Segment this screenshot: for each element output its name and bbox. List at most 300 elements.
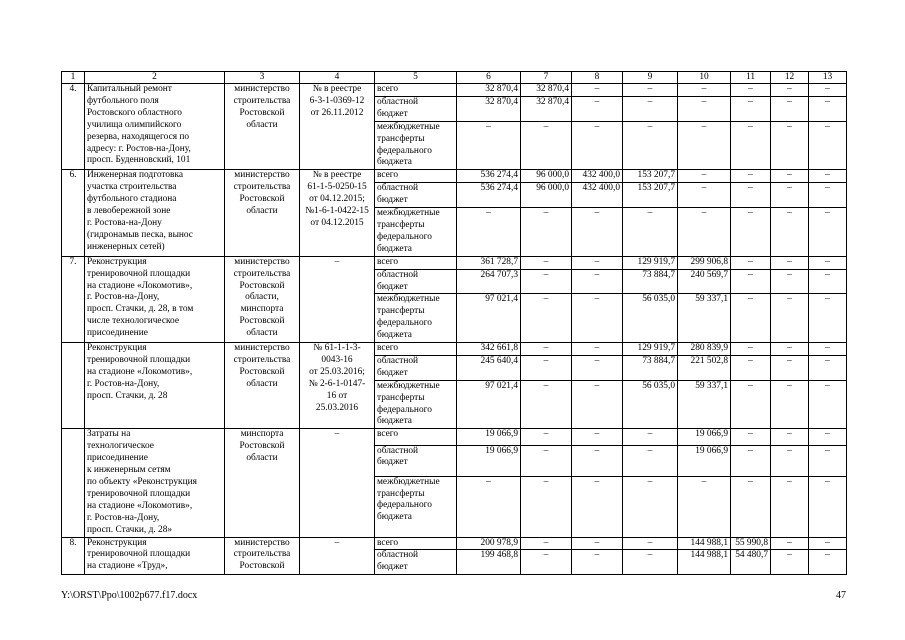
amount-cell: – (731, 170, 771, 183)
amount-cell: – (623, 84, 678, 97)
object-name (85, 170, 225, 256)
amount-cell: – (771, 537, 809, 550)
amount-cell: – (678, 84, 731, 97)
amount-cell: 97 021,4 (457, 380, 521, 429)
text-line: межбюджетные (377, 208, 440, 219)
item-number (62, 343, 85, 429)
amount-cell: – (809, 343, 847, 356)
amount-cell: – (731, 96, 771, 121)
amount-cell: – (771, 84, 809, 97)
amount-cell: 299 906,8 (678, 256, 731, 269)
text-line: Реконструкция (87, 256, 147, 267)
text-line: области (246, 378, 278, 389)
text-line: резерва, находящегося по (87, 131, 190, 142)
text-line: – (334, 256, 340, 267)
column-number: 8 (572, 72, 623, 84)
column-number: 3 (225, 72, 300, 84)
amount-cell: – (572, 355, 623, 380)
text-line: областной (377, 445, 419, 456)
amount-cell: – (678, 121, 731, 170)
page-number: 47 (836, 590, 846, 601)
amount-cell: – (572, 343, 623, 356)
amount-cell: – (771, 355, 809, 380)
amount-cell: – (771, 380, 809, 429)
amount-cell: – (572, 121, 623, 170)
amount-cell: – (809, 256, 847, 269)
column-number: 6 (457, 72, 521, 84)
amount-cell: 32 870,4 (457, 84, 521, 97)
object-name (85, 343, 225, 429)
text-line: тренировочной площадки (87, 549, 191, 560)
item-number: 6. (62, 170, 85, 256)
funding-source (375, 445, 457, 476)
text-line: на стадионе «Локомотив», (87, 280, 193, 291)
funding-source (375, 550, 457, 575)
amount-cell: – (731, 84, 771, 97)
amount-cell: – (623, 121, 678, 170)
funding-source (375, 380, 457, 429)
amount-cell: – (731, 343, 771, 356)
text-line: области (246, 328, 278, 339)
text-line: бюджета (377, 512, 412, 523)
text-line: тренировочной площадки (87, 354, 191, 365)
amount-cell: – (731, 380, 771, 429)
text-line: области (246, 453, 278, 464)
amount-cell: 19 066,9 (457, 445, 521, 476)
amount-cell: – (572, 256, 623, 269)
text-line: присоединение (87, 328, 148, 339)
amount-cell: 144 988,1 (678, 550, 731, 575)
amount-cell: – (623, 208, 678, 257)
text-line: футбольного поля (87, 95, 159, 106)
text-line: от 04.12.2015; (309, 194, 365, 205)
executor (225, 256, 300, 342)
amount-cell: 536 274,4 (457, 170, 521, 183)
text-line: минспорта (240, 304, 284, 315)
text-line: на стадионе «Локомотив», (87, 500, 193, 511)
text-line: Реконструкция (87, 343, 147, 354)
amount-cell: – (731, 429, 771, 445)
amount-cell: – (731, 269, 771, 294)
funding-source (375, 256, 457, 269)
table-row (62, 343, 847, 356)
funding-source (375, 476, 457, 537)
text-line: строительства (233, 182, 291, 193)
amount-cell: 245 640,4 (457, 355, 521, 380)
funding-source (375, 355, 457, 380)
amount-cell: – (521, 445, 572, 476)
text-line: Реконструкция (87, 537, 147, 548)
amount-cell: – (809, 183, 847, 208)
column-number: 11 (731, 72, 771, 84)
amount-cell: 342 661,8 (457, 343, 521, 356)
amount-cell: – (521, 343, 572, 356)
amount-cell: 96 000,0 (521, 170, 572, 183)
registry-number (300, 256, 375, 342)
funding-source (375, 170, 457, 183)
amount-cell: – (572, 269, 623, 294)
column-number: 1 (62, 72, 85, 84)
amount-cell: 153 207,7 (623, 183, 678, 208)
amount-cell: – (678, 170, 731, 183)
amount-cell: – (521, 208, 572, 257)
amount-cell: – (572, 294, 623, 343)
text-line: трансферты (377, 392, 425, 403)
registry-number (300, 429, 375, 537)
amount-cell: 19 066,9 (678, 429, 731, 445)
column-number: 2 (85, 72, 225, 84)
text-line: тренировочной площадки (87, 268, 191, 279)
amount-cell: – (521, 294, 572, 343)
amount-cell: – (731, 476, 771, 537)
text-line: строительства (233, 354, 291, 365)
text-line: министерство (234, 84, 290, 94)
amount-cell: 221 502,8 (678, 355, 731, 380)
amount-cell: – (771, 269, 809, 294)
text-line: бюджет (377, 281, 408, 292)
item-number: 8. (62, 537, 85, 575)
amount-cell: 361 728,7 (457, 256, 521, 269)
object-name (85, 537, 225, 575)
funding-source (375, 183, 457, 208)
registry-number (300, 170, 375, 256)
amount-cell: – (572, 84, 623, 97)
amount-cell: – (521, 429, 572, 445)
text-line: строительства (233, 549, 291, 560)
table-row (62, 537, 847, 550)
amount-cell: 280 839,9 (678, 343, 731, 356)
column-number: 9 (623, 72, 678, 84)
amount-cell: – (809, 294, 847, 343)
text-line: Ростовской (239, 280, 285, 291)
item-number (62, 429, 85, 537)
text-line: областной (377, 550, 419, 561)
text-line: просп. Стачки, д. 28» (87, 524, 173, 535)
text-line: технологическое (87, 441, 154, 452)
funding-source (375, 208, 457, 257)
text-line: строительства (233, 268, 291, 279)
text-line: Ростовской (239, 316, 285, 327)
amount-cell: 32 870,4 (521, 84, 572, 97)
column-number: 12 (771, 72, 809, 84)
amount-cell: 129 919,7 (623, 256, 678, 269)
text-line: футбольного стадиона (87, 194, 177, 205)
amount-cell: – (771, 476, 809, 537)
amount-cell: – (572, 96, 623, 121)
amount-cell: – (572, 476, 623, 537)
text-line: адресу: г. Ростов-на-Дону, (87, 143, 191, 154)
text-line: числе технологическое (87, 316, 180, 327)
text-line: на стадионе «Локомотив», (87, 366, 193, 377)
amount-cell: – (572, 550, 623, 575)
text-line: Затраты на (87, 429, 131, 440)
amount-cell: – (809, 355, 847, 380)
amount-cell: – (809, 476, 847, 537)
text-line: г. Ростов-на-Дону, (87, 292, 160, 303)
amount-cell: – (771, 96, 809, 121)
amount-cell: – (731, 121, 771, 170)
amount-cell: – (521, 269, 572, 294)
amount-cell: – (521, 355, 572, 380)
item-number: 7. (62, 256, 85, 342)
registry-number (300, 343, 375, 429)
text-line: присоединение (87, 453, 148, 464)
text-line: всего (377, 537, 399, 548)
amount-cell: – (623, 96, 678, 121)
text-line: Инженерная подготовка (87, 170, 184, 181)
funding-source (375, 343, 457, 356)
text-line: бюджет (377, 108, 408, 119)
amount-cell: 59 337,1 (678, 294, 731, 343)
text-line: областной (377, 183, 419, 194)
object-name (85, 84, 225, 170)
text-line: от 25.03.2016; (309, 366, 365, 377)
amount-cell: – (457, 476, 521, 537)
amount-cell: – (678, 96, 731, 121)
text-line: Капитальный ремонт (87, 84, 172, 94)
funding-source (375, 269, 457, 294)
text-line: № 2-6-1-0147- (308, 378, 366, 389)
text-line: участка строительства (87, 182, 177, 193)
amount-cell: 432 400,0 (572, 170, 623, 183)
text-line: области, (245, 292, 279, 303)
amount-cell: – (572, 445, 623, 476)
amount-cell: – (572, 380, 623, 429)
amount-cell: 32 870,4 (521, 96, 572, 121)
funding-source (375, 96, 457, 121)
text-line: бюджет (377, 367, 408, 378)
funding-source (375, 294, 457, 343)
amount-cell: – (678, 183, 731, 208)
amount-cell: – (809, 84, 847, 97)
object-name (85, 256, 225, 342)
amount-cell: – (623, 550, 678, 575)
amount-cell: – (572, 208, 623, 257)
amount-cell: – (771, 170, 809, 183)
text-line: Ростовской (239, 366, 285, 377)
amount-cell: – (731, 294, 771, 343)
executor (225, 429, 300, 537)
table-row (62, 170, 847, 183)
text-line: трансферты (377, 219, 425, 230)
text-line: бюджет (377, 457, 408, 468)
amount-cell: 200 978,9 (457, 537, 521, 550)
amount-cell: 55 990,8 (731, 537, 771, 550)
text-line: просп. Буденновский, 101 (87, 155, 191, 166)
text-line: федерального (377, 318, 432, 329)
amount-cell: – (678, 208, 731, 257)
text-line: бюджета (377, 157, 412, 168)
amount-cell: 264 707,3 (457, 269, 521, 294)
amount-cell: – (521, 537, 572, 550)
amount-cell: 73 884,7 (623, 269, 678, 294)
amount-cell: – (623, 445, 678, 476)
amount-cell: – (809, 550, 847, 575)
text-line: межбюджетные (377, 476, 440, 487)
amount-cell: – (521, 256, 572, 269)
text-line: трансферты (377, 133, 425, 144)
amount-cell: – (731, 445, 771, 476)
text-line: – (334, 429, 340, 440)
text-line: в левобережной зоне (87, 206, 171, 217)
text-line: на стадионе «Труд», (87, 561, 168, 572)
text-line: от 04.12.2015 (310, 217, 364, 228)
text-line: 6-3-1-0369-12 (309, 95, 365, 106)
amount-cell: 54 480,7 (731, 550, 771, 575)
text-line: №1-6-1-0422-15 (305, 206, 369, 217)
amount-cell: – (731, 208, 771, 257)
amount-cell: 199 468,8 (457, 550, 521, 575)
amount-cell: 56 035,0 (623, 294, 678, 343)
amount-cell: – (771, 121, 809, 170)
amount-cell: – (809, 170, 847, 183)
text-line: всего (377, 343, 399, 354)
text-line: г. Ростов-на-Дону, (87, 378, 160, 389)
amount-cell: – (809, 208, 847, 257)
text-line: всего (377, 256, 399, 267)
object-name (85, 429, 225, 537)
text-line: федерального (377, 231, 432, 242)
text-line: всего (377, 84, 399, 94)
text-line: Ростовской (239, 561, 285, 572)
text-line: области (246, 119, 278, 130)
registry-number (300, 84, 375, 170)
text-line: Ростовской (239, 194, 285, 205)
amount-cell: – (809, 429, 847, 445)
amount-cell: – (731, 183, 771, 208)
amount-cell: – (771, 208, 809, 257)
amount-cell: – (771, 343, 809, 356)
amount-cell: – (809, 96, 847, 121)
amount-cell: – (457, 208, 521, 257)
text-line: Ростовской (239, 107, 285, 118)
column-number: 5 (375, 72, 457, 84)
text-line: № в реестре (312, 170, 362, 181)
amount-cell: – (809, 269, 847, 294)
text-line: 61-1-5-0250-15 (307, 182, 367, 193)
text-line: по объекту «Реконструкция (87, 477, 197, 487)
registry-number (300, 537, 375, 575)
executor (225, 537, 300, 575)
amount-cell: 32 870,4 (457, 96, 521, 121)
amount-cell: – (771, 256, 809, 269)
amount-cell: – (678, 476, 731, 537)
text-line: 16 от (326, 390, 348, 401)
amount-cell: 129 919,7 (623, 343, 678, 356)
amount-cell: – (521, 121, 572, 170)
text-line: Ростовской (239, 441, 285, 452)
text-line: областной (377, 96, 419, 107)
amount-cell: 97 021,4 (457, 294, 521, 343)
amount-cell: – (771, 445, 809, 476)
text-line: министерство (234, 170, 290, 181)
text-line: бюджета (377, 330, 412, 341)
amount-cell: 56 035,0 (623, 380, 678, 429)
amount-cell: 73 884,7 (623, 355, 678, 380)
text-line: бюджет (377, 195, 408, 206)
amount-cell: – (623, 429, 678, 445)
amount-cell: – (771, 183, 809, 208)
amount-cell: – (771, 550, 809, 575)
amount-cell: 19 066,9 (457, 429, 521, 445)
text-line: инженерных сетей) (87, 241, 165, 252)
amount-cell: 240 569,7 (678, 269, 731, 294)
text-line: – (334, 537, 340, 548)
amount-cell: – (521, 550, 572, 575)
item-number: 4. (62, 84, 85, 170)
text-line: министерство (234, 343, 290, 354)
text-line: всего (377, 429, 399, 440)
text-line: федерального (377, 500, 432, 511)
amount-cell: 59 337,1 (678, 380, 731, 429)
amount-cell: 96 000,0 (521, 183, 572, 208)
text-line: трансферты (377, 306, 425, 317)
amount-cell: – (771, 429, 809, 445)
column-number: 13 (809, 72, 847, 84)
text-line: 0043-16 (321, 354, 353, 365)
text-line: минспорта (240, 429, 284, 440)
amount-cell: – (521, 476, 572, 537)
budget-table (61, 71, 847, 575)
column-number: 4 (300, 72, 375, 84)
text-line: № 61-1-1-3- (313, 343, 361, 354)
funding-source (375, 537, 457, 550)
text-line: всего (377, 170, 399, 181)
funding-source (375, 84, 457, 97)
text-line: межбюджетные (377, 121, 440, 132)
text-line: бюджет (377, 562, 408, 573)
amount-cell: – (521, 380, 572, 429)
amount-cell: – (809, 380, 847, 429)
text-line: бюджета (377, 416, 412, 427)
text-line: межбюджетные (377, 294, 440, 305)
amount-cell: 144 988,1 (678, 537, 731, 550)
text-line: просп. Стачки, д. 28, в том (87, 304, 194, 315)
text-line: областной (377, 269, 419, 280)
text-line: области (246, 206, 278, 217)
text-line: бюджета (377, 243, 412, 254)
text-line: Ростовского областного (87, 107, 182, 118)
amount-cell: – (572, 537, 623, 550)
amount-cell: – (771, 294, 809, 343)
amount-cell: – (731, 355, 771, 380)
text-line: училища олимпийского (87, 119, 182, 130)
text-line: от 26.11.2012 (310, 107, 364, 118)
column-number: 10 (678, 72, 731, 84)
text-line: трансферты (377, 488, 425, 499)
text-line: федерального (377, 404, 432, 415)
funding-source (375, 429, 457, 445)
table-row (62, 84, 847, 97)
amount-cell: – (809, 121, 847, 170)
header-row (62, 72, 847, 84)
amount-cell: – (572, 429, 623, 445)
amount-cell: 153 207,7 (623, 170, 678, 183)
text-line: просп. Стачки, д. 28 (87, 390, 168, 401)
text-line: министерство (234, 256, 290, 267)
amount-cell: – (731, 256, 771, 269)
amount-cell: – (809, 537, 847, 550)
text-line: г. Ростова-на-Дону (87, 217, 162, 228)
text-line: строительства (233, 95, 291, 106)
text-line: г. Ростов-на-Дону, (87, 512, 160, 523)
table-row (62, 429, 847, 445)
executor (225, 343, 300, 429)
text-line: министерство (234, 537, 290, 548)
amount-cell: 19 066,9 (678, 445, 731, 476)
text-line: областной (377, 355, 419, 366)
executor (225, 170, 300, 256)
